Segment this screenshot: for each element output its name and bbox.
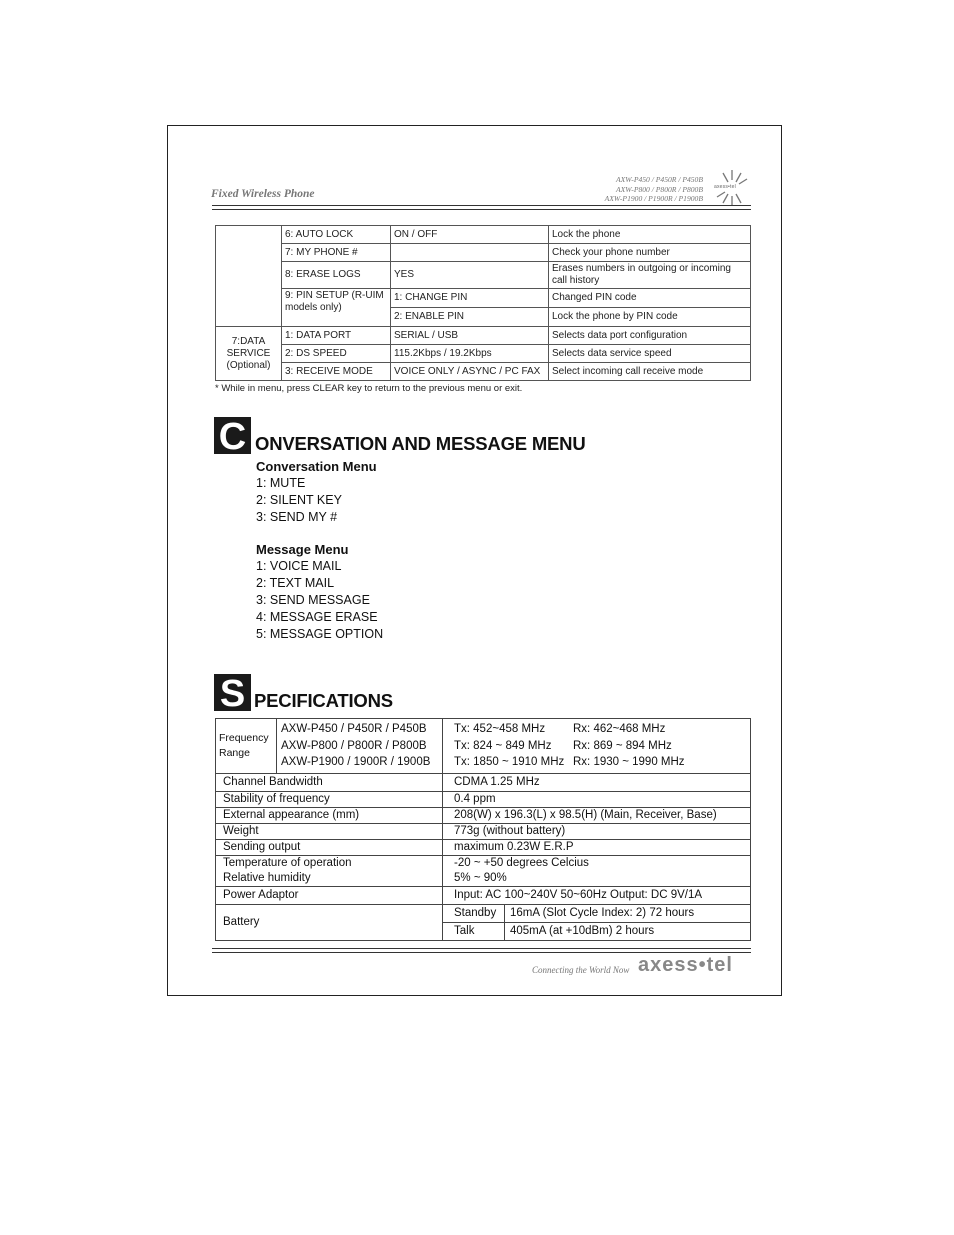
- table-cell: 9: PIN SETUP (R-UIM models only): [282, 289, 391, 327]
- list-item: 2: TEXT MAIL: [256, 576, 335, 590]
- footer-rule: [212, 952, 751, 953]
- table-cell: Selects data service speed: [549, 345, 751, 363]
- table-row: [216, 289, 751, 308]
- table-cell: 1: DATA PORT: [282, 327, 391, 345]
- table-cell: 7: MY PHONE #: [282, 244, 391, 262]
- table-cell: 1: CHANGE PIN: [391, 289, 549, 308]
- table-row: [216, 824, 751, 840]
- spec-value: 5% ~ 90%: [454, 872, 507, 884]
- menu-table: [215, 225, 751, 381]
- table-cell: Power Adaptor: [216, 887, 443, 905]
- model-line: AXW-P1900 / P1900R / P1900B: [604, 194, 703, 203]
- table-cell: [216, 856, 443, 887]
- table-cell: [391, 244, 549, 262]
- message-heading: Message Menu: [256, 542, 349, 557]
- section-title: ONVERSATION AND MESSAGE MENU: [255, 433, 586, 454]
- table-row: [216, 808, 751, 824]
- table-cell: 16mA (Slot Cycle Index: 2) 72 hours: [505, 905, 751, 923]
- header-logo-text: axess•tel: [714, 184, 736, 190]
- footnote: * While in menu, press CLEAR key to return to the previous menu or exit.: [215, 383, 523, 394]
- frequency-line: [454, 754, 739, 771]
- table-row: [216, 856, 751, 887]
- spec-label: Temperature of operation: [223, 857, 352, 869]
- table-row: [216, 345, 751, 363]
- table-cell: [277, 719, 443, 774]
- tx-value: Tx: 452~458 MHz: [454, 723, 546, 736]
- model-list: [560, 175, 703, 204]
- section-initial: S: [214, 674, 251, 711]
- table-cell: Input: AC 100~240V 50~60Hz Output: DC 9V/1A: [443, 887, 751, 905]
- table-cell: Selects data port configuration: [549, 327, 751, 345]
- table-cell: 773g (without battery): [443, 824, 751, 840]
- table-cell: Standby: [443, 905, 505, 923]
- table-row: [216, 327, 751, 345]
- model-name: AXW-P1900 / 1900R / 1900B: [281, 756, 431, 769]
- document-title: Fixed Wireless Phone: [211, 188, 315, 200]
- model-line: AXW-P450 / P450R / P450B: [615, 175, 703, 184]
- table-cell: CDMA 1.25 MHz: [443, 774, 751, 792]
- table-cell: 6: AUTO LOCK: [282, 226, 391, 244]
- table-row: [216, 719, 751, 774]
- table-cell: 7:DATA SERVICE (Optional): [216, 327, 282, 381]
- frequency-line: [454, 738, 739, 755]
- list-item: 3: SEND MESSAGE: [256, 593, 370, 607]
- table-cell: 2: DS SPEED: [282, 345, 391, 363]
- table-cell: 208(W) x 196.3(L) x 98.5(H) (Main, Receiver, Base): [443, 808, 751, 824]
- table-cell: YES: [391, 262, 549, 289]
- list-item: 1: MUTE: [256, 476, 306, 490]
- table-cell: 405mA (at +10dBm) 2 hours: [505, 923, 751, 941]
- table-cell: Talk: [443, 923, 505, 941]
- section-title: PECIFICATIONS: [254, 690, 393, 711]
- rx-value: Rx: 1930 ~ 1990 MHz: [573, 756, 685, 769]
- table-cell: 0.4 ppm: [443, 792, 751, 808]
- table-cell: Sending output: [216, 840, 443, 856]
- table-cell: 3: RECEIVE MODE: [282, 363, 391, 381]
- table-cell: Changed PIN code: [549, 289, 751, 308]
- tx-value: Tx: 824 ~ 849 MHz: [454, 739, 552, 752]
- table-row: [216, 244, 751, 262]
- table-cell: Battery: [216, 905, 443, 941]
- table-row: [216, 262, 751, 289]
- list-item: 3: SEND MY #: [256, 510, 338, 524]
- table-row: [216, 774, 751, 792]
- spec-value: -20 ~ +50 degrees Celcius: [454, 857, 589, 869]
- table-cell: [216, 719, 277, 774]
- table-row: [216, 226, 751, 244]
- table-cell: Weight: [216, 824, 443, 840]
- table-cell: 115.2Kbps / 19.2Kbps: [391, 345, 549, 363]
- header-rule: [212, 209, 751, 210]
- table-cell: Channel Bandwidth: [216, 774, 443, 792]
- table-cell: 8: ERASE LOGS: [282, 262, 391, 289]
- frequency-label: Frequency: [219, 732, 269, 744]
- section-initial: C: [214, 417, 251, 454]
- table-cell: [443, 719, 751, 774]
- header-rule: [212, 205, 751, 206]
- specifications-table: [215, 718, 751, 941]
- conversation-list: [256, 475, 342, 526]
- table-cell: ON / OFF: [391, 226, 549, 244]
- table-cell: Stability of frequency: [216, 792, 443, 808]
- table-cell: Select incoming call receive mode: [549, 363, 751, 381]
- spec-label: Relative humidity: [223, 872, 311, 884]
- model-name: AXW-P800 / P800R / P800B: [281, 739, 427, 752]
- list-item: 4: MESSAGE ERASE: [256, 610, 378, 624]
- table-cell: [443, 856, 751, 887]
- table-row: [216, 363, 751, 381]
- table-cell: maximum 0.23W E.R.P: [443, 840, 751, 856]
- rx-value: Rx: 462~468 MHz: [573, 723, 666, 736]
- table-cell: Erases numbers in outgoing or incoming call history: [549, 262, 751, 289]
- table-cell: Lock the phone by PIN code: [549, 308, 751, 327]
- rx-value: Rx: 869 ~ 894 MHz: [573, 739, 672, 752]
- footer-rule: [212, 948, 751, 949]
- list-item: 2: SILENT KEY: [256, 493, 342, 507]
- conversation-heading: Conversation Menu: [256, 459, 377, 474]
- table-cell: SERIAL / USB: [391, 327, 549, 345]
- tx-value: Tx: 1850 ~ 1910 MHz: [454, 756, 565, 769]
- table-row: [216, 840, 751, 856]
- message-list: [256, 558, 383, 643]
- model-name: AXW-P450 / P450R / P450B: [281, 723, 427, 736]
- table-row: [216, 792, 751, 808]
- table-cell: [216, 226, 282, 327]
- footer-brand-logo: axess•tel: [638, 954, 733, 976]
- list-item: 1: VOICE MAIL: [256, 559, 342, 573]
- footer-slogan: Connecting the World Now: [532, 965, 630, 975]
- table-cell: Lock the phone: [549, 226, 751, 244]
- frequency-label: Range: [219, 747, 250, 759]
- table-cell: 2: ENABLE PIN: [391, 308, 549, 327]
- table-cell: VOICE ONLY / ASYNC / PC FAX: [391, 363, 549, 381]
- model-line: AXW-P800 / P800R / P800B: [615, 184, 703, 194]
- frequency-line: [454, 721, 739, 738]
- table-cell: External appearance (mm): [216, 808, 443, 824]
- table-row: [216, 887, 751, 905]
- table-cell: Check your phone number: [549, 244, 751, 262]
- table-row: [216, 905, 751, 923]
- list-item: 5: MESSAGE OPTION: [256, 627, 384, 641]
